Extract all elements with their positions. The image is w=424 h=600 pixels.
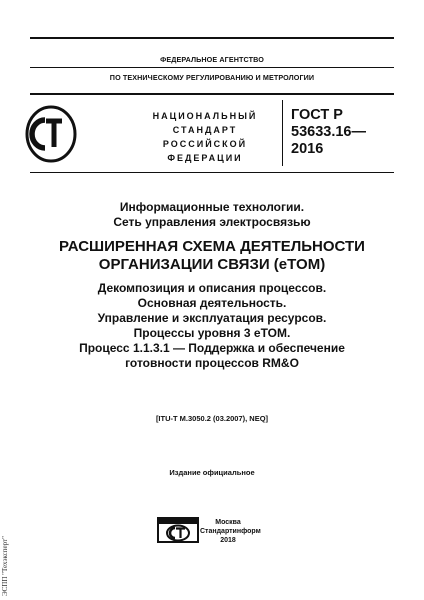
description-line: Основная деятельность.: [137, 296, 287, 310]
description-line: Декомпозиция и описания процессов.: [97, 281, 327, 295]
national-line: НАЦИОНАЛЬНЫЙ: [152, 111, 258, 121]
publisher-name: Стандартинформ: [200, 528, 261, 535]
title-line: РАСШИРЕННАЯ СХЕМА ДЕЯТЕЛЬНОСТИ: [59, 238, 365, 255]
subtitle-line: Сеть управления электросвязью: [113, 215, 311, 229]
gost-line: ГОСТ Р: [291, 107, 343, 123]
gost-number: [291, 107, 401, 158]
agency-divider: [30, 67, 394, 68]
national-line: РОССИЙСКОЙ: [162, 139, 248, 149]
gost-r-certification-emblem-icon: [24, 104, 78, 164]
official-edition-label: Издание официальное: [169, 468, 255, 477]
gost-line: 53633.16—: [291, 124, 366, 140]
publisher-city: Москва: [215, 519, 241, 526]
itu-reference: [ITU-T M.3050.2 (03.2007), NEQ]: [155, 414, 269, 423]
description-line: Управление и эксплуатация ресурсов.: [97, 311, 327, 325]
side-watermark: ЭСПП "Техэксперт": [1, 536, 9, 596]
national-line: СТАНДАРТ: [172, 125, 238, 135]
subtitle: [20, 200, 404, 230]
description-line: готовности процессов RM&O: [125, 356, 299, 370]
national-line: ФЕДЕРАЦИИ: [167, 153, 243, 163]
subtitle-line: Информационные технологии.: [119, 200, 305, 214]
top-rule: [30, 37, 394, 39]
agency-line-2: ПО ТЕХНИЧЕСКОМУ РЕГУЛИРОВАНИЮ И МЕТРОЛОГИИ: [109, 73, 315, 82]
description: [20, 281, 404, 371]
national-standard-label: [138, 109, 272, 165]
standartinform-logo-icon: [157, 517, 199, 543]
publisher-info: [200, 518, 261, 545]
description-line: Процессы уровня 3 eTOM.: [133, 326, 291, 340]
publisher-year: 2018: [220, 537, 236, 544]
document-title: [20, 238, 404, 274]
standard-vertical-divider: [282, 100, 283, 166]
header-rule: [30, 93, 394, 95]
title-line: ОРГАНИЗАЦИИ СВЯЗИ (eTOM): [98, 256, 326, 273]
gost-line: 2016: [291, 141, 324, 157]
description-line: Процесс 1.1.3.1 — Поддержка и обеспечение: [79, 341, 345, 355]
standard-bottom-rule: [30, 172, 394, 173]
agency-line-1: ФЕДЕРАЛЬНОЕ АГЕНТСТВО: [160, 55, 264, 64]
